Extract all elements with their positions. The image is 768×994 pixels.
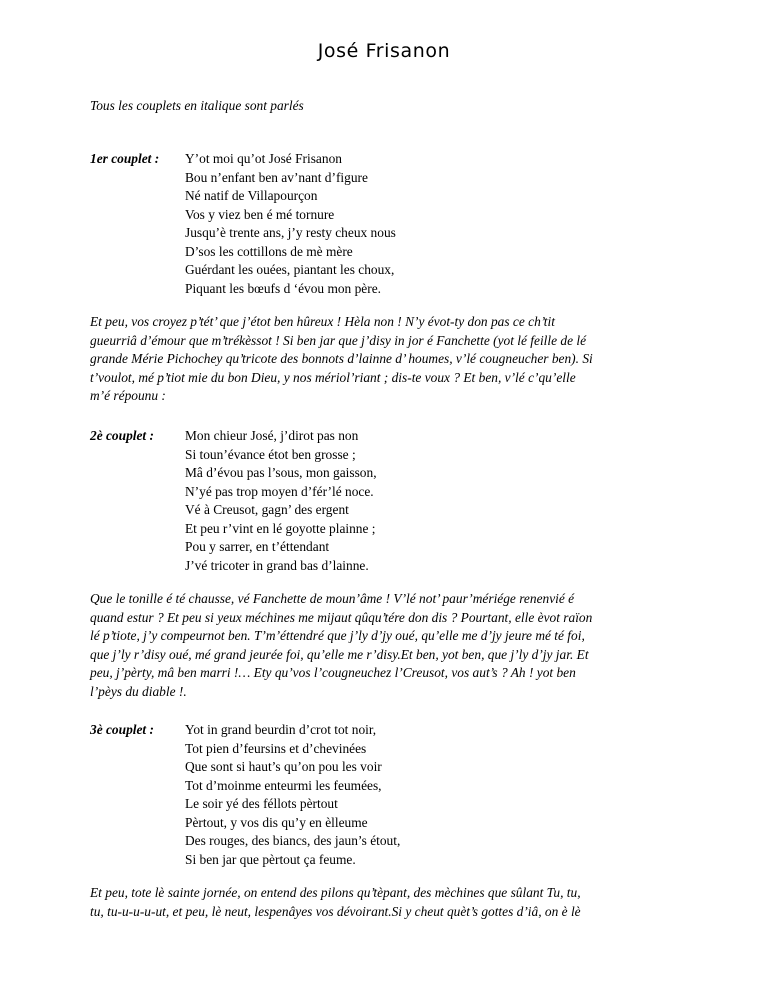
verse-line: Yot in grand beurdin d’crot tot noir, [185,722,377,737]
spoken-line: grande Mérie Pichochey qu’tricote des bonnots d’lainne d’ houmes, v’lé cougneucher ben). Si [90,351,593,366]
spoken-line: Que le tonille é té chausse, vé Fanchette de moun’âme ! V’lé not’ paur’mériége renenvié é [90,591,575,606]
verse-line: Si toun’évance étot ben grosse ; [185,446,356,462]
verse-line: Piquant les bœufs d ‘évou mon père. [185,280,381,296]
verse-line: Que sont si haut’s qu’on pou les voir [185,759,382,774]
verse-line: Pèrtout, y vos dis qu’y en èlleume [185,814,368,830]
couplet-label: 2è couplet : [90,428,154,443]
spoken-line: quand estur ? Et peu si yeux méchines me mijaut qûqu’tére don dis ? Pourtant, elle èvot raïon [90,609,593,625]
intro-note: Tous les couplets en italique sont parlés [90,98,304,113]
document-title: José Frisanon [317,40,451,62]
spoken-passage-1 [90,313,690,406]
spoken-line: m’é répounu : [90,388,166,403]
spoken-line: l’pèys du diable !. [90,683,187,699]
verse-line: Vos y viez ben é mé tornure [185,206,335,222]
couplet-label: 3è couplet : [90,722,154,737]
spoken-line: Et peu, tote lè sainte jornée, on entend des pilons qu’tèpant, des mèchines que sûlant Tu, tu, [90,885,581,900]
spoken-line: Et peu, vos croyez p’tét’ que j’étot ben hûreux ! Hèla non ! N’y évot-ty don pas ce ch’tit [90,314,555,329]
verse-line: Si ben jar que pèrtout ça feume. [185,851,356,867]
verse-line: Bou n’enfant ben av’nant d’figure [185,169,368,185]
verse-line: Guérdant les ouées, piantant les choux, [185,262,395,277]
couplet-verses [185,721,400,869]
verse-line: Pou y sarrer, en t’éttendant [185,539,330,554]
spoken-line: lé p’tiote, j’y compeurnot ben. T’m’éttendré que j’ly d’jy oué, qu’elle me d’jy jeure mé té foi, [90,628,585,643]
verse-line: Mâ d’évou pas l’sous, mon gaisson, [185,465,377,480]
spoken-passage-3 [90,884,690,921]
spoken-line: que j’ly r’disy oué, mé grand jeurée foi, qu’elle me r’disy.Et ben, yot ben, que j’ly d’jy jar. Et [90,646,589,662]
verse-line: Tot d’moinme enteurmi les feumées, [185,777,382,793]
couplet-verses [185,427,377,575]
verse-line: Tot pien d’feursins et d’chevinées [185,740,367,756]
verse-line: Y’ot moi qu’ot José Frisanon [185,151,342,166]
verse-line: Le soir yé des féllots pèrtout [185,796,338,811]
verse-line: Et peu r’vint en lé goyotte plainne ; [185,520,376,536]
spoken-line: tu, tu-u-u-u-ut, et peu, lè neut, lespenâyes vos dévoirant.Si y cheut quèt’s gottes d’iâ, on è lè [90,903,581,919]
verse-line: D’sos les cottillons de mè mère [185,243,353,259]
couplet-verses [185,150,396,298]
verse-line: Des rouges, des biancs, des jaun’s étout, [185,833,401,848]
spoken-line: gueurriâ d’émour que m’trékèssot ! Si ben jar que j’disy in jor é Fanchette (yot lé feille de lé [90,332,587,348]
couplet-label: 1er couplet : [90,151,160,166]
verse-line: Mon chieur José, j’dirot pas non [185,428,359,443]
spoken-line: t’voulot, mé p’tiot mie du bon Dieu, y nos mériol’riant ; dis-te voux ? Et ben, v’lé c’qu’elle [90,369,576,385]
verse-line: Né natif de Villapourçon [185,188,318,203]
spoken-passage-2 [90,590,690,701]
verse-line: Vé à Creusot, gagn’ des ergent [185,502,349,517]
verse-line: N’yé pas trop moyen d’fér’lé noce. [185,483,374,499]
verse-line: Jusqu’è trente ans, j’y resty cheux nous [185,225,396,240]
verse-line: J’vé tricoter in grand bas d’lainne. [185,557,369,573]
spoken-line: peu, j’pèrty, mâ ben marri !… Ety qu’vos l’cougneuchez l’Creusot, vos aut’s ? Ah ! yot ben [90,665,576,680]
